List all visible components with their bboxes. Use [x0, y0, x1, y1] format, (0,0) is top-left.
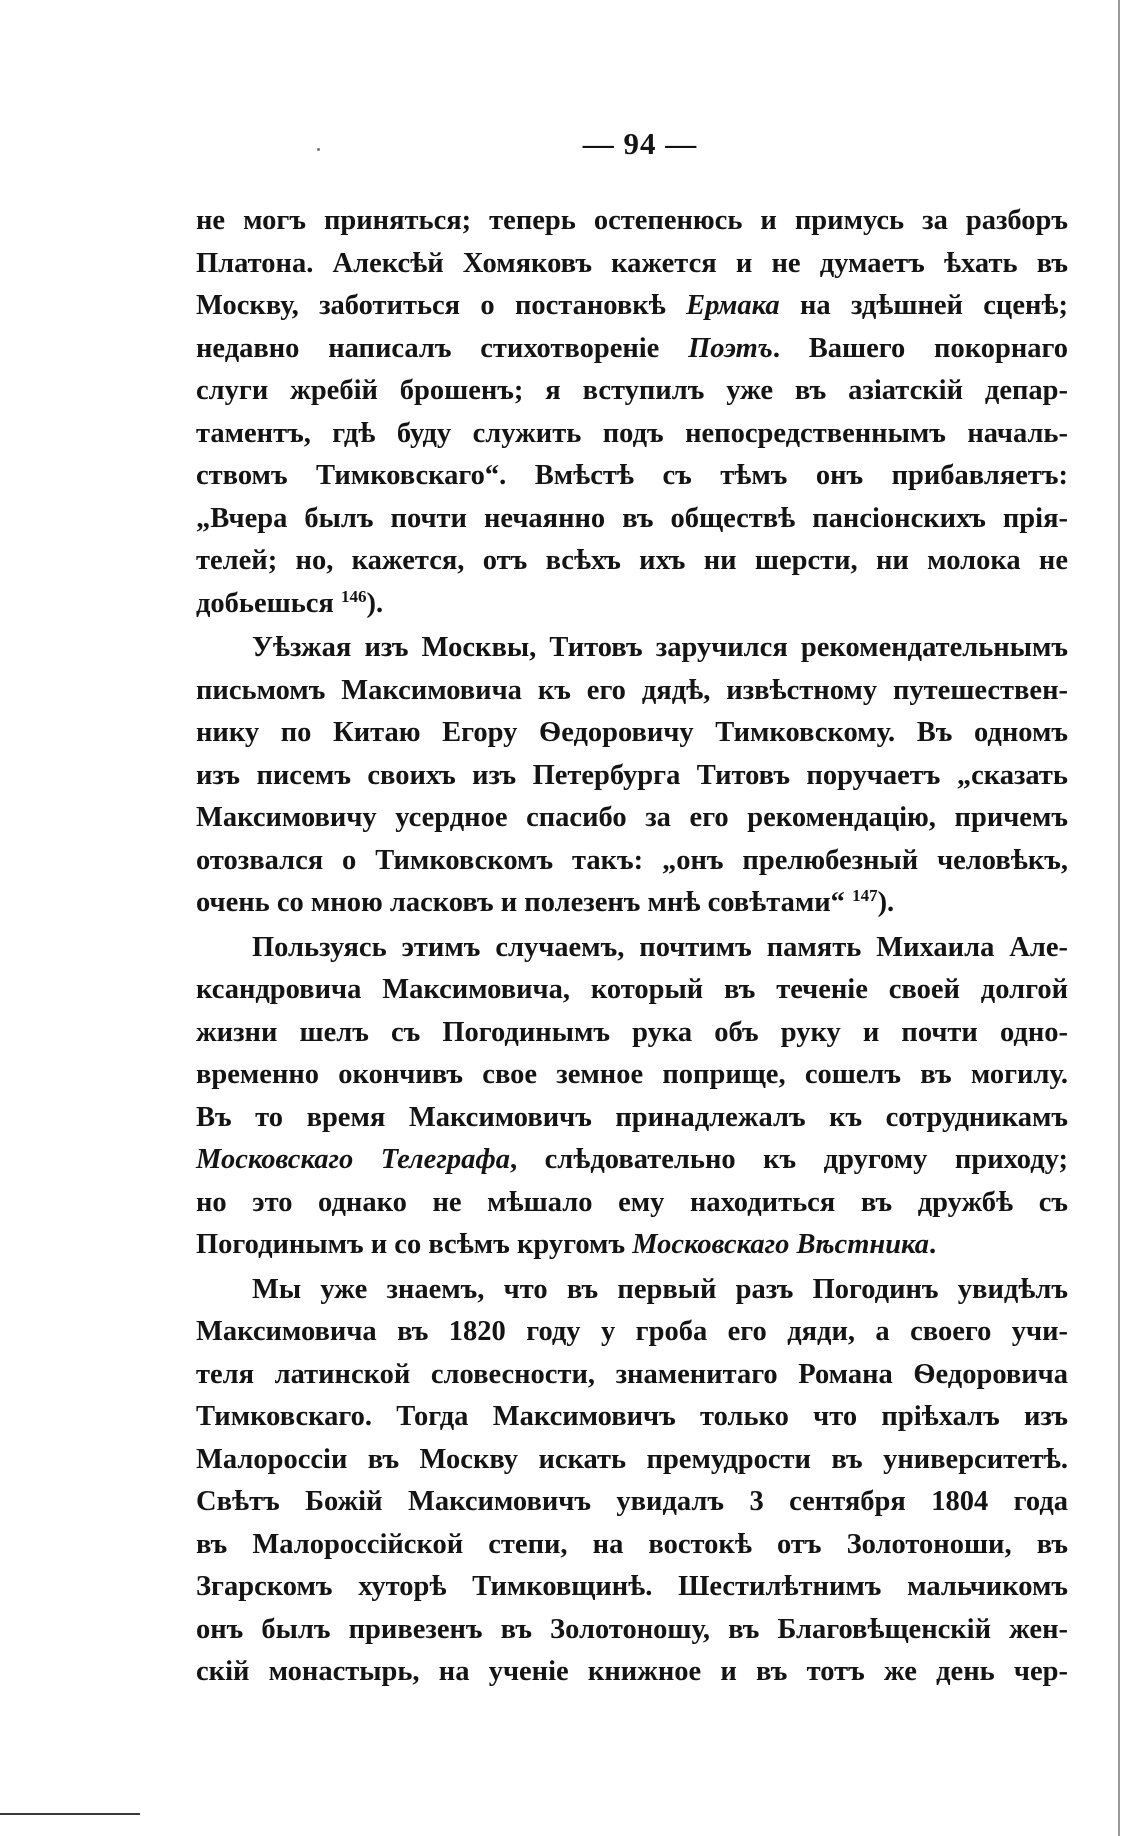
text-line: временно окончивъ свое земное поприще, сошелъ въ могилу. — [196, 1059, 1068, 1090]
page-edge-rule — [1118, 0, 1120, 1836]
text-line: онъ былъ привезенъ въ Золотоношу, въ Благовѣщенскій жен- — [196, 1613, 1068, 1645]
footnote-marker: 146 — [340, 586, 367, 606]
text-line: нику по Китаю Егору Ѳедоровичу Тимковскому. Въ одномъ — [196, 717, 1068, 748]
text-line: ксандровича Максимовича, который въ теченіе своей долгой — [196, 974, 1068, 1005]
text-line: Пользуясь этимъ случаемъ, почтимъ память Михаила Але- — [252, 931, 1068, 963]
text-line: Погодинымъ и со всѣмъ кругомъ Московскаго Вѣстника. — [196, 1229, 937, 1260]
italic-title: Поэтъ — [688, 332, 773, 364]
text-line: въ Малороссійской степи, на востокѣ отъ Золотоноши, въ — [196, 1528, 1068, 1560]
text-line: Згарскомъ хуторѣ Тимковщинѣ. Шестилѣтнимъ мальчикомъ — [196, 1571, 1068, 1602]
text-line: теля латинской словесности, знаменитаго Романа Ѳедоровича — [196, 1358, 1068, 1390]
text-line: Платона. Алексѣй Хомяковъ кажется и не думаетъ ѣхать въ — [196, 247, 1068, 279]
text-line: отозвался о Тимковскомъ такъ: „онъ прелюбезный человѣкъ, — [196, 844, 1068, 876]
text-line: Максимовича въ 1820 году у гроба его дяди, а своего учи- — [196, 1316, 1068, 1347]
text-line: Свѣтъ Божій Максимовичъ увидалъ 3 сентября 1804 года — [196, 1486, 1068, 1517]
text-line: Максимовичу усердное спасибо за его рекомендацію, причемъ — [196, 802, 1068, 833]
text-line: письмомъ Максимовича къ его дядѣ, извѣстному путешествен- — [196, 674, 1068, 706]
page-number: — 94 — — [582, 126, 698, 161]
text-line: слуги жребій брошенъ; я вступилъ уже въ азіатскій депар- — [196, 375, 1068, 406]
text-line: не могъ приняться; теперь остепенюсь и примусь за разборъ — [196, 205, 1068, 236]
italic-title: Ермака — [686, 290, 780, 321]
text-line: очень со мною ласковъ и полезенъ мнѣ совѣтами“ $^{147}$). — [196, 886, 895, 918]
footnote-rule — [0, 1813, 140, 1815]
text-line: но это однако не мѣшало ему находиться въ дружбѣ съ — [196, 1186, 1068, 1218]
text-line: Москву, заботиться о постановкѣ Ермака на здѣшней сценѣ; — [196, 290, 1068, 321]
text-line: скій монастырь, на ученіе книжное и въ тотъ же день чер- — [196, 1656, 1068, 1687]
italic-title: Московскаго Вѣстника — [632, 1229, 930, 1260]
text-line: жизни шелъ съ Погодинымъ рука объ руку и почти одно- — [196, 1016, 1068, 1048]
text-line: таментъ, гдѣ буду служить подъ непосредственнымъ началь- — [196, 417, 1068, 449]
text-line: Мы уже знаемъ, что въ первый разъ Погодинъ увидѣлъ — [252, 1273, 1068, 1305]
text-line: Уѣзжая изъ Москвы, Титовъ заручился рекомендательнымъ — [252, 632, 1068, 663]
text-line: добьешься $^{146}$). — [196, 586, 384, 619]
text-line: Малороссіи въ Москву искать премудрости въ университетѣ. — [196, 1443, 1068, 1475]
text-line: Въ то время Максимовичъ принадлежалъ къ сотрудникамъ — [196, 1101, 1068, 1133]
text-line: Московскаго Телеграфа, слѣдовательно къ другому приходу; — [196, 1144, 1068, 1175]
italic-title: Московскаго Телеграфа — [196, 1144, 510, 1175]
text-line: телей; но, кажется, отъ всѣхъ ихъ ни шерсти, ни молока не — [196, 545, 1068, 576]
text-line: изъ писемъ своихъ изъ Петербурга Титовъ поручаетъ „сказать — [196, 759, 1068, 791]
text-line: недавно написалъ стихотвореніе Поэтъ. Вашего покорнаго — [196, 332, 1068, 364]
body-text — [196, 200, 1068, 1694]
text-line: „Вчера былъ почти нечаянно въ обществѣ пансіонскихъ прія- — [196, 502, 1068, 534]
footnote-marker: 147 — [852, 886, 878, 905]
text-line: Тимковскаго. Тогда Максимовичъ только что пріѣхалъ изъ — [196, 1401, 1068, 1432]
text-line: ствомъ Тимковскаго“. Вмѣстѣ съ тѣмъ онъ прибавляетъ: — [196, 460, 1068, 491]
